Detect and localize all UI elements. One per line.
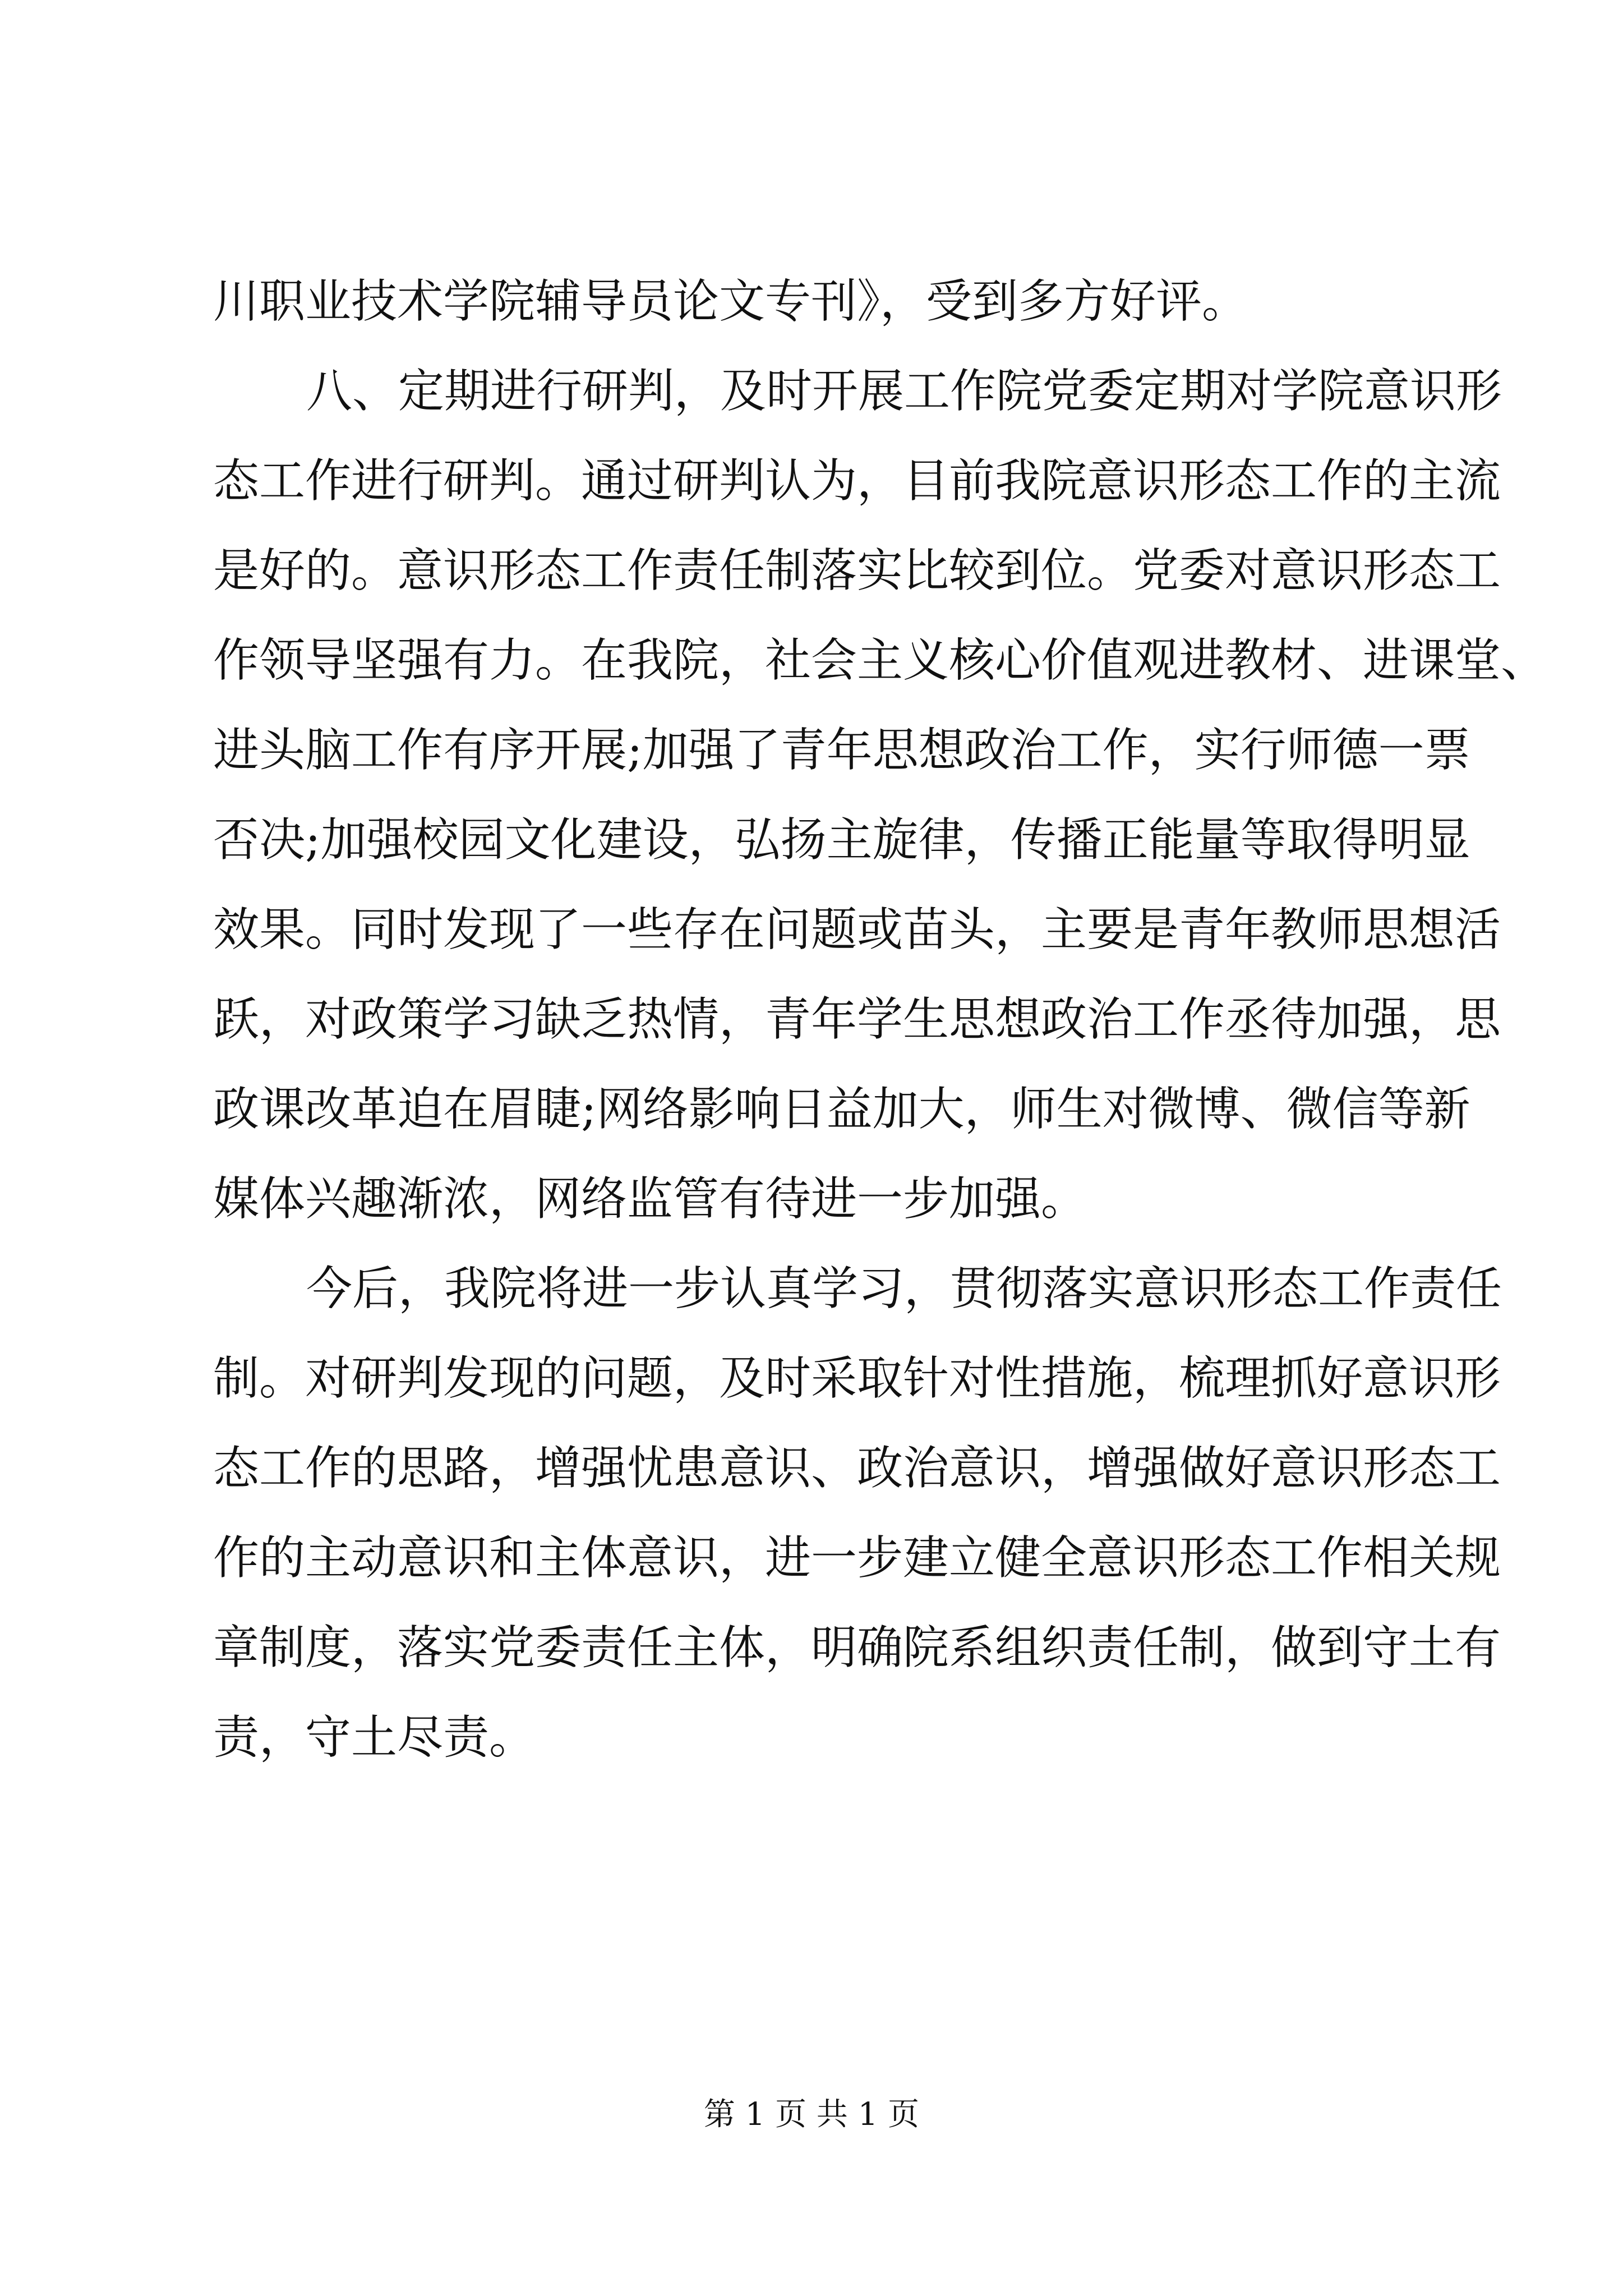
document-body <box>213 257 1547 1783</box>
text-line: 媒体兴趣渐浓，网络监管有待进一步加强。 <box>213 1172 1087 1226</box>
text-line: 跃，对政策学习缺乏热情，青年学生思想政治工作丞待加强，思 <box>213 993 1501 1046</box>
text-line: 政课改革迫在眉睫;网络影响日益加大，师生对微博、微信等新 <box>213 1083 1470 1136</box>
text-line: 态工作进行研判。通过研判认为，目前我院意识形态工作的主流 <box>213 454 1501 508</box>
text-line: 章制度，落实党委责任主体，明确院系组织责任制，做到守土有 <box>213 1621 1501 1674</box>
paragraph-start-line: 今后，我院将进一步认真学习，贯彻落实意识形态工作责任 <box>306 1262 1502 1315</box>
text-line: 态工作的思路，增强忧患意识、政治意识，增强做好意识形态工 <box>213 1442 1501 1495</box>
text-line: 效果。同时发现了一些存在问题或苗头，主要是青年教师思想活 <box>213 903 1501 956</box>
text-line: 作的主动意识和主体意识，进一步建立健全意识形态工作相关规 <box>213 1531 1501 1585</box>
text-line: 作领导坚强有力。在我院，社会主义核心价值观进教材、进课堂、 <box>213 634 1547 687</box>
text-line: 否决;加强校园文化建设，弘扬主旋律，传播正能量等取得明显 <box>213 813 1470 867</box>
page-number-footer: 第 1 页 共 1 页 <box>703 2096 920 2133</box>
text-line: 责，守土尽责。 <box>213 1711 536 1764</box>
paragraph-start-line: 八、定期进行研判，及时开展工作院党委定期对学院意识形 <box>306 365 1502 418</box>
text-line: 制。对研判发现的问题，及时采取针对性措施，梳理抓好意识形 <box>213 1352 1501 1405</box>
text-line: 川职业技术学院辅导员论文专刊》，受到多方好评。 <box>213 275 1248 328</box>
text-line: 是好的。意识形态工作责任制落实比较到位。党委对意识形态工 <box>213 544 1501 597</box>
text-line: 进头脑工作有序开展;加强了青年思想政治工作，实行师德一票 <box>213 724 1470 777</box>
